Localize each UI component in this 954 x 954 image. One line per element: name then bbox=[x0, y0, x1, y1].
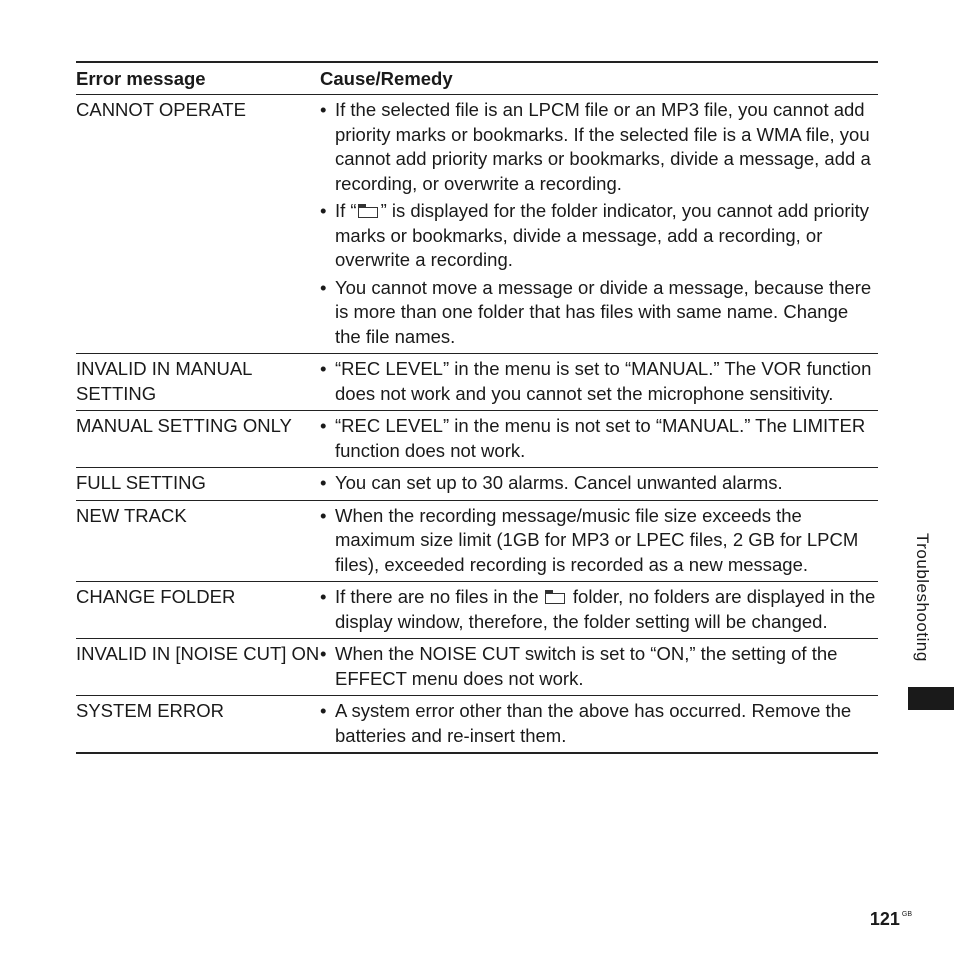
bullet-dot: • bbox=[320, 586, 327, 607]
bullet-dot: • bbox=[320, 358, 327, 379]
bullet-dot: • bbox=[320, 700, 327, 721]
error-message: FULL SETTING bbox=[76, 472, 206, 493]
error-message: INVALID IN [NOISE CUT] ON bbox=[76, 643, 320, 664]
table-row bbox=[76, 501, 878, 583]
bullet-text: If the selected file is an LPCM file or an MP3 file, you cannot add priority marks or bookmarks. If the selected file is a WMA file, you cannot add priority marks or bookmarks, divide a message, add a recording, or overwrite a recording. bbox=[335, 99, 871, 194]
folder-icon bbox=[545, 590, 567, 604]
bullet-item bbox=[320, 414, 878, 463]
table-row bbox=[76, 639, 878, 696]
page-number bbox=[870, 909, 912, 930]
table-row bbox=[76, 468, 878, 501]
bullet-dot: • bbox=[320, 504, 327, 526]
bullet-item bbox=[320, 276, 878, 350]
bullet-dot: • bbox=[320, 200, 327, 221]
bullet-item bbox=[320, 471, 878, 496]
bullet-dot: • bbox=[320, 99, 327, 120]
header-error-message: Error message bbox=[76, 67, 206, 89]
table-row bbox=[76, 95, 878, 354]
bullet-text: When the NOISE CUT switch is set to “ON,” the setting of the EFFECT menu does not work. bbox=[335, 643, 838, 689]
bullet-dot: • bbox=[320, 643, 327, 664]
bullet-item bbox=[320, 585, 878, 634]
table-header bbox=[76, 63, 878, 95]
bullet-text-post: ” is displayed for the folder indicator, you cannot add priority marks or bookmarks, divide a message, add a recording, or overwrite a recording. bbox=[335, 200, 870, 270]
bullet-text: A system error other than the above has occurred. Remove the batteries and re-insert them. bbox=[335, 700, 852, 746]
header-cause-remedy: Cause/Remedy bbox=[320, 67, 453, 89]
bullet-dot: • bbox=[320, 276, 327, 298]
bullet-dot: • bbox=[320, 415, 327, 436]
cause-remedy bbox=[320, 414, 878, 463]
error-message: INVALID IN MANUAL SETTING bbox=[76, 358, 252, 404]
bullet-item bbox=[320, 642, 878, 691]
bullet-item bbox=[320, 699, 878, 748]
error-table bbox=[76, 61, 878, 754]
cause-remedy bbox=[320, 504, 878, 578]
error-message: CHANGE FOLDER bbox=[76, 586, 236, 607]
cause-remedy bbox=[320, 699, 878, 748]
bullet-text bbox=[335, 199, 878, 273]
table-row bbox=[76, 582, 878, 639]
bullet-text-pre: If there are no files in the bbox=[335, 586, 544, 607]
bullet-item bbox=[320, 357, 878, 406]
bullet-text: “REC LEVEL” in the menu is set to “MANUAL.” The VOR function does not work and you cannot set the microphone sensitivity. bbox=[335, 358, 872, 404]
error-message: CANNOT OPERATE bbox=[76, 99, 246, 120]
cause-remedy bbox=[320, 471, 878, 496]
section-side-label: Troubleshooting bbox=[913, 533, 932, 662]
bullet-text bbox=[335, 585, 878, 634]
error-message: NEW TRACK bbox=[76, 504, 187, 526]
error-message: SYSTEM ERROR bbox=[76, 700, 225, 721]
page-number-value: 121 bbox=[869, 909, 900, 929]
table-row bbox=[76, 411, 878, 468]
bullet-item bbox=[320, 504, 878, 578]
bullet-item bbox=[320, 98, 878, 196]
section-tab-marker bbox=[908, 687, 954, 710]
bullet-text-pre: If “ bbox=[335, 200, 357, 221]
cause-remedy bbox=[320, 585, 878, 634]
cause-remedy bbox=[320, 357, 878, 406]
page-suffix: GB bbox=[901, 911, 912, 918]
bullet-text: When the recording message/music file size exceeds the maximum size limit (1GB for MP3 or LPEC files, 2 GB for LPCM files), exceeded recording is recorded as a new message. bbox=[335, 504, 859, 575]
bullet-text: “REC LEVEL” in the menu is not set to “MANUAL.” The LIMITER function does not work. bbox=[335, 415, 866, 461]
cause-remedy bbox=[320, 642, 878, 691]
folder-icon bbox=[358, 204, 380, 218]
error-message: MANUAL SETTING ONLY bbox=[76, 415, 292, 436]
bullet-dot: • bbox=[320, 472, 327, 493]
table-row bbox=[76, 696, 878, 754]
bullet-text: You can set up to 30 alarms. Cancel unwanted alarms. bbox=[335, 472, 783, 493]
bullet-text: You cannot move a message or divide a message, because there is more than one folder that has files with same name. Change the file names. bbox=[335, 276, 872, 347]
cause-remedy bbox=[320, 98, 878, 349]
table-row bbox=[76, 354, 878, 411]
bullet-item bbox=[320, 199, 878, 273]
bullet-text-post: folder, no folders are displayed in the display window, therefore, the folder setting will be changed. bbox=[335, 586, 876, 632]
